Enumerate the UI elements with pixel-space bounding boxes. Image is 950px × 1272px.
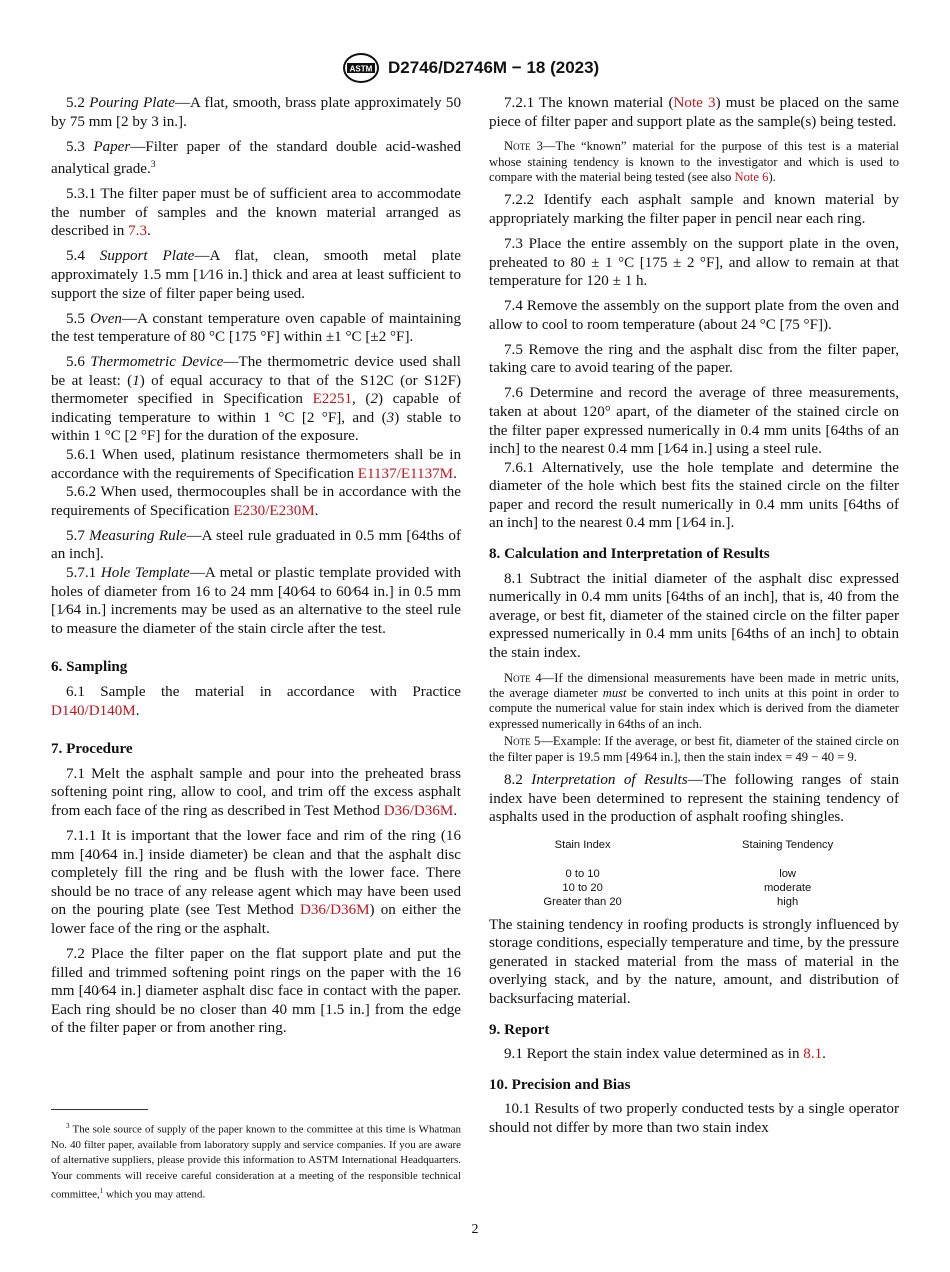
section-5-3: 5.3 Paper—Filter paper of the standard double acid-washed analytical grade.$^3$ — [51, 138, 461, 178]
section-8-1: 8.1 Subtract the initial diameter of the asphalt disc expressed numerically in 0.4 mm units [64ths of an inch], that is, 40 from the average, or best fit, diameter of the stained circle on the filter paper expressed numerically in 0.4 mm units [64ths of an inch] to obtain the stain index. — [489, 570, 899, 662]
section-7-2-2: 7.2.2 Identify each asphalt sample and known material by appropriately marking the filter paper in pencil near each ring. — [489, 192, 899, 227]
link-note-3[interactable]: Note 3 — [673, 95, 716, 111]
table-cell: 0 to 10 — [565, 868, 600, 881]
section-5-6-2: 5.6.2 When used, thermocouples shall be in accordance with the requirements of Specification E230/E230M. — [51, 484, 461, 519]
section-5-3-1: 5.3.1 The filter paper must be of sufficient area to accommodate the number of samples and the known material arranged as described in 7.3. — [51, 186, 461, 240]
table-cell: moderate — [763, 882, 812, 895]
footnote-3: $^3$ The sole source of supply of the paper known to the committee at this time is Whatman No. 40 filter paper, available from laboratory supply and service companies. If you are aware of alternative suppliers, please provide this information to ASTM International Headquarters. Your comments will receive careful consideration at a meeting of the responsible technical committee,$^1$ which you may attend. — [51, 1122, 461, 1201]
table-header: Stain Index — [554, 838, 611, 851]
page-header — [0, 50, 950, 86]
stain-index-table — [489, 837, 899, 910]
link-note-6[interactable]: Note 6 — [734, 170, 769, 184]
table-cell: high — [777, 896, 799, 909]
note-3: Note 3—The “known” material for the purpose of this test is a material whose staining tendency is known to the investigator and which is used to compare with the material being tested (see also Note 6). — [489, 139, 899, 184]
right-column — [489, 94, 899, 1144]
table-row — [489, 895, 899, 909]
section-7-6: 7.6 Determine and record the average of three measurements, taken at about 120° apart, of the diameter of the stained circle on the filter paper expressed numerically in 0.4 mm units [64ths of an inch] to the nearest 0.4 mm [1⁄64 in.] using a steel rule. — [489, 385, 899, 458]
link-e2251[interactable]: E2251 — [312, 391, 352, 408]
standard-designation: D2746/D2746M − 18 (2023) — [388, 58, 600, 77]
table-row — [489, 867, 899, 881]
table-cell: Greater than 20 — [543, 896, 622, 909]
section-5-7-1: 5.7.1 Hole Template—A metal or plastic template provided with holes of diameter from 16 to 24 mm [40⁄64 to 60⁄64 in.] in 0.5 mm [1⁄64 in.] increments may be used as an alternative to the steel rule to measure the diameter of the stain circle after the test. — [51, 565, 461, 637]
footnote-ref-3: 3 — [150, 159, 156, 171]
section-7-1: 7.1 Melt the asphalt sample and pour into the preheated brass softening point ring, allow to cool, and trim off the excess asphalt from each face of the ring as described in Test Method D36/D36M. — [51, 765, 461, 819]
section-6-1: 6.1 Sample the material in accordance with Practice D140/D140M. — [51, 684, 461, 719]
section-7-4: 7.4 Remove the assembly on the support plate from the oven and allow to cool to room temperature (about 24 °C [75 °F]). — [489, 298, 899, 333]
page-number: 2 — [471, 1222, 479, 1237]
link-e230[interactable]: E230/E230M — [233, 502, 315, 519]
section-7-3: 7.3 Place the entire assembly on the support plate in the oven, preheated to 80 ± 1 °C [175 ± 2 °F], and allow to remain at that temperature for 120 ± 1 h. — [489, 235, 899, 290]
section-7-2-1: 7.2.1 The known material (Note 3) must be placed on the same piece of filter paper and support plate as the sample(s) being tested. — [489, 95, 899, 130]
link-d140[interactable]: D140/D140M — [51, 702, 136, 719]
heading-6-sampling: 6. Sampling — [51, 659, 128, 676]
section-8-2: 8.2 Interpretation of Results—The following ranges of stain index have been determined to represent the staining tendency of asphalts used in the production of asphalt roofing shingles. — [489, 772, 900, 826]
heading-7-procedure: 7. Procedure — [51, 741, 133, 758]
table-cell: 10 to 20 — [562, 882, 603, 895]
section-5-2: 5.2 Pouring Plate—A flat, smooth, brass plate approximately 50 by 75 mm [2 by 3 in.]. — [51, 95, 462, 130]
section-9-1: 9.1 Report the stain index value determined as in 8.1. — [504, 1046, 826, 1063]
astm-logo-icon — [341, 52, 381, 84]
section-10-1: 10.1 Results of two properly conducted tests by a single operator should not differ by more than two stain index — [489, 1101, 899, 1136]
table-row — [489, 881, 899, 895]
footnote-divider — [51, 1109, 148, 1110]
heading-9-report: 9. Report — [489, 1021, 550, 1038]
staining-paragraph: The staining tendency in roofing products is strongly influenced by storage conditions, especially temperature and time, by the pressure generated in stacked material from the mass of material in the overlying stack, and by the nature, amount, and distribution of backsurfacing material. — [489, 916, 899, 1008]
table-header: Staining Tendency — [742, 838, 834, 851]
section-7-6-1: 7.6.1 Alternatively, use the hole template and determine the diameter of the hole which best fits the stained circle on the filter paper and record the result numerically in 0.4 mm units [64ths of an inch] to the nearest 0.4 mm [1⁄64 in.]. — [489, 459, 899, 532]
link-d36-2[interactable]: D36/D36M — [299, 902, 370, 919]
heading-10-precision: 10. Precision and Bias — [489, 1076, 631, 1093]
section-5-7: 5.7 Measuring Rule—A steel rule graduated in 0.5 mm [64ths of an inch]. — [51, 527, 461, 563]
section-5-4: 5.4 Support Plate—A flat, clean, smooth metal plate approximately 1.5 mm [1⁄16 in.] thick and area at least sufficient to support the size of filter paper being used. — [51, 248, 461, 302]
table-cell: low — [779, 868, 797, 881]
astm-logo-text: ASTM — [349, 64, 373, 74]
note-5: Note 5—Example: If the average, or best fit, diameter of the stained circle on the filter paper is 19.5 mm [49⁄64 in.], then the stain index = 49 − 40 = 9. — [489, 734, 899, 764]
link-d36[interactable]: D36/D36M — [383, 802, 454, 819]
link-e1137[interactable]: E1137/E1137M — [357, 465, 454, 482]
left-column — [51, 94, 461, 1044]
section-5-6: 5.6 Thermometric Device—The thermometric device used shall be at least: (1) of equal accuracy to that of the S12C (or S12F) thermometer specified in Specification E2251, (2) capable of indicating temperature to within 1 °C [2 °F], and (3) stable to within 1 °C [2 °F] for the duration of the exposure. — [51, 354, 462, 445]
section-5-5: 5.5 Oven—A constant temperature oven capable of maintaining the test temperature of 80 °C [175 °F] within ±1 °C [±2 °F]. — [51, 310, 461, 346]
section-7-1-1: 7.1.1 It is important that the lower face and rim of the ring (16 mm [40⁄64 in.] inside diameter) be clean and that the asphalt disc completely fill the ring and be flush with the lower face. There should be no trace of any release agent which may have been used on the pouring plate (see Test Method D36/D36M) on either the lower face of the ring or the asphalt. — [51, 827, 462, 937]
heading-8-calculation: 8. Calculation and Interpretation of Results — [489, 546, 770, 563]
section-5-6-1: 5.6.1 When used, platinum resistance thermometers shall be in accordance with the requirements of Specification E1137/E1137M. — [51, 447, 461, 482]
section-7-5: 7.5 Remove the ring and the asphalt disc from the filter paper, taking care to avoid tearing of the paper. — [489, 341, 899, 377]
note-4: Note 4—If the dimensional measurements have been made in metric units, the average diameter must be converted to inch units at this point in order to compute the numerical value for stain index which is derived from the diameter expressed numerically in 64ths of an inch. — [489, 670, 899, 731]
link-8-1[interactable]: 8.1 — [803, 1046, 823, 1063]
section-7-2: 7.2 Place the filter paper on the flat support plate and put the filled and trimmed softening point rings on the paper with the 16 mm [40⁄64 in.] diameter asphalt disc face in contact with the paper. Each ring should be no closer than 40 mm [1.5 in.] from the edge of the filter paper or from another ring. — [51, 945, 462, 1037]
link-7-3[interactable]: 7.3 — [128, 223, 147, 240]
